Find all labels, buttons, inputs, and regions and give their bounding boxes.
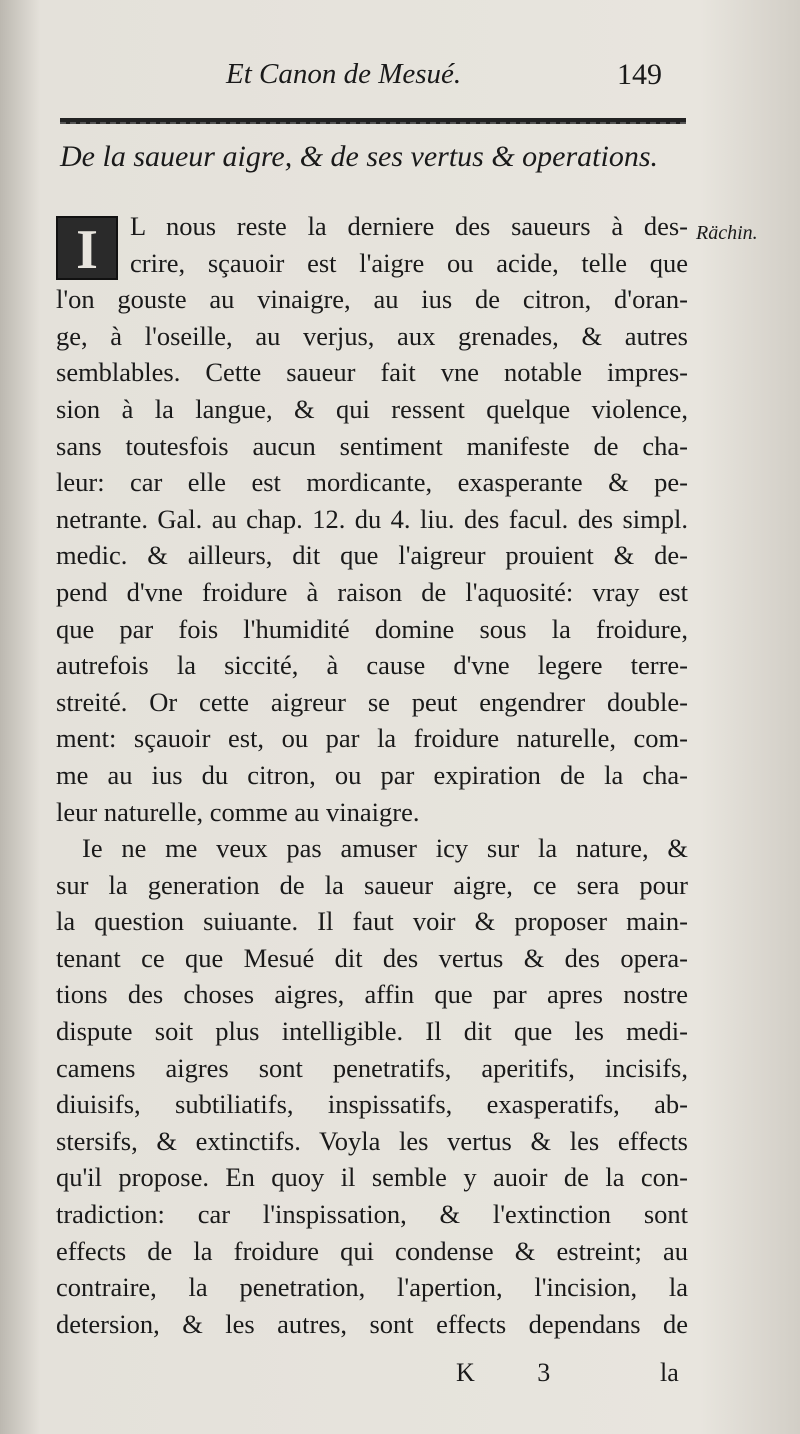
text-line: netrante. Gal. au chap. 12. du 4. liu. des facul. des simpl. <box>56 503 688 534</box>
text-line: leur naturelle, comme au vinaigre. <box>56 796 420 827</box>
catchword: la <box>660 1358 679 1387</box>
text-line: la question suiuante. Il faut voir & proposer main- <box>56 906 688 937</box>
text-line: streité. Or cette aigreur se peut engendrer double- <box>56 686 688 717</box>
text-line: sion à la langue, & qui ressent quelque violence, <box>56 393 688 424</box>
text-line: sur la generation de la saueur aigre, ce sera pour <box>56 869 688 900</box>
text-line: tenant ce que Mesué dit des vertus & des opera- <box>56 942 688 973</box>
text-line: que par fois l'humidité domine sous la froidure, <box>56 613 688 644</box>
text-line: ge, à l'oseille, au verjus, aux grenades, & autres <box>56 320 688 351</box>
text-line: me au ius du citron, ou par expiration de la cha- <box>56 759 688 790</box>
text-line: semblables. Cette saueur fait vne notable impres- <box>56 357 688 388</box>
running-title: Et Canon de Mesué. <box>226 58 462 90</box>
text-line: Ie ne me veux pas amuser icy sur la nature, & <box>82 833 688 864</box>
text-line: ment: sçauoir est, ou par la froidure naturelle, com- <box>56 723 688 754</box>
header-rule <box>60 118 686 124</box>
text-line: diuisifs, subtiliatifs, inspissatifs, exasperatifs, ab- <box>56 1089 688 1120</box>
text-line: leur: car elle est mordicante, exasperante & pe- <box>56 467 688 498</box>
signature-mark: K 3 <box>456 1358 579 1387</box>
text-line: crire, sçauoir est l'aigre ou acide, telle que <box>130 247 688 278</box>
text-line: tions des choses aigres, affin que par apres nostre <box>56 979 688 1010</box>
body-text <box>56 208 688 1342</box>
text-line: sans toutesfois aucun sentiment manifeste de cha- <box>56 430 688 461</box>
text-line: stersifs, & extinctifs. Voyla les vertus & les effects <box>56 1125 688 1156</box>
text-line: dispute soit plus intelligible. Il dit que les medi- <box>56 1016 688 1047</box>
text-line: medic. & ailleurs, dit que l'aigreur prouient & de- <box>56 540 688 571</box>
text-line: contraire, la penetration, l'apertion, l'incision, la <box>56 1272 688 1303</box>
dropcap-initial: I <box>56 216 118 280</box>
text-line: l'on gouste au vinaigre, au ius de citron, d'oran- <box>56 284 688 315</box>
margin-note: Rächin. <box>696 222 758 244</box>
text-line: autrefois la siccité, à cause d'vne legere terre- <box>56 650 688 681</box>
text-line: pend d'vne froidure à raison de l'aquosité: vray est <box>56 576 688 607</box>
text-line: tradiction: car l'inspissation, & l'extinction sont <box>56 1199 688 1230</box>
text-line: camens aigres sont penetratifs, aperitifs, incisifs, <box>56 1052 688 1083</box>
page-number: 149 <box>617 58 662 91</box>
text-line: L nous reste la derniere des saueurs à des- <box>130 211 688 241</box>
chapter-title: De la saueur aigre, & de ses vertus & operations. <box>60 140 658 173</box>
text-line: detersion, & les autres, sont effects dependans de <box>56 1308 688 1339</box>
text-line: qu'il propose. En quoy il semble y auoir de la con- <box>56 1162 688 1193</box>
text-line: effects de la froidure qui condense & estreint; au <box>56 1235 688 1266</box>
